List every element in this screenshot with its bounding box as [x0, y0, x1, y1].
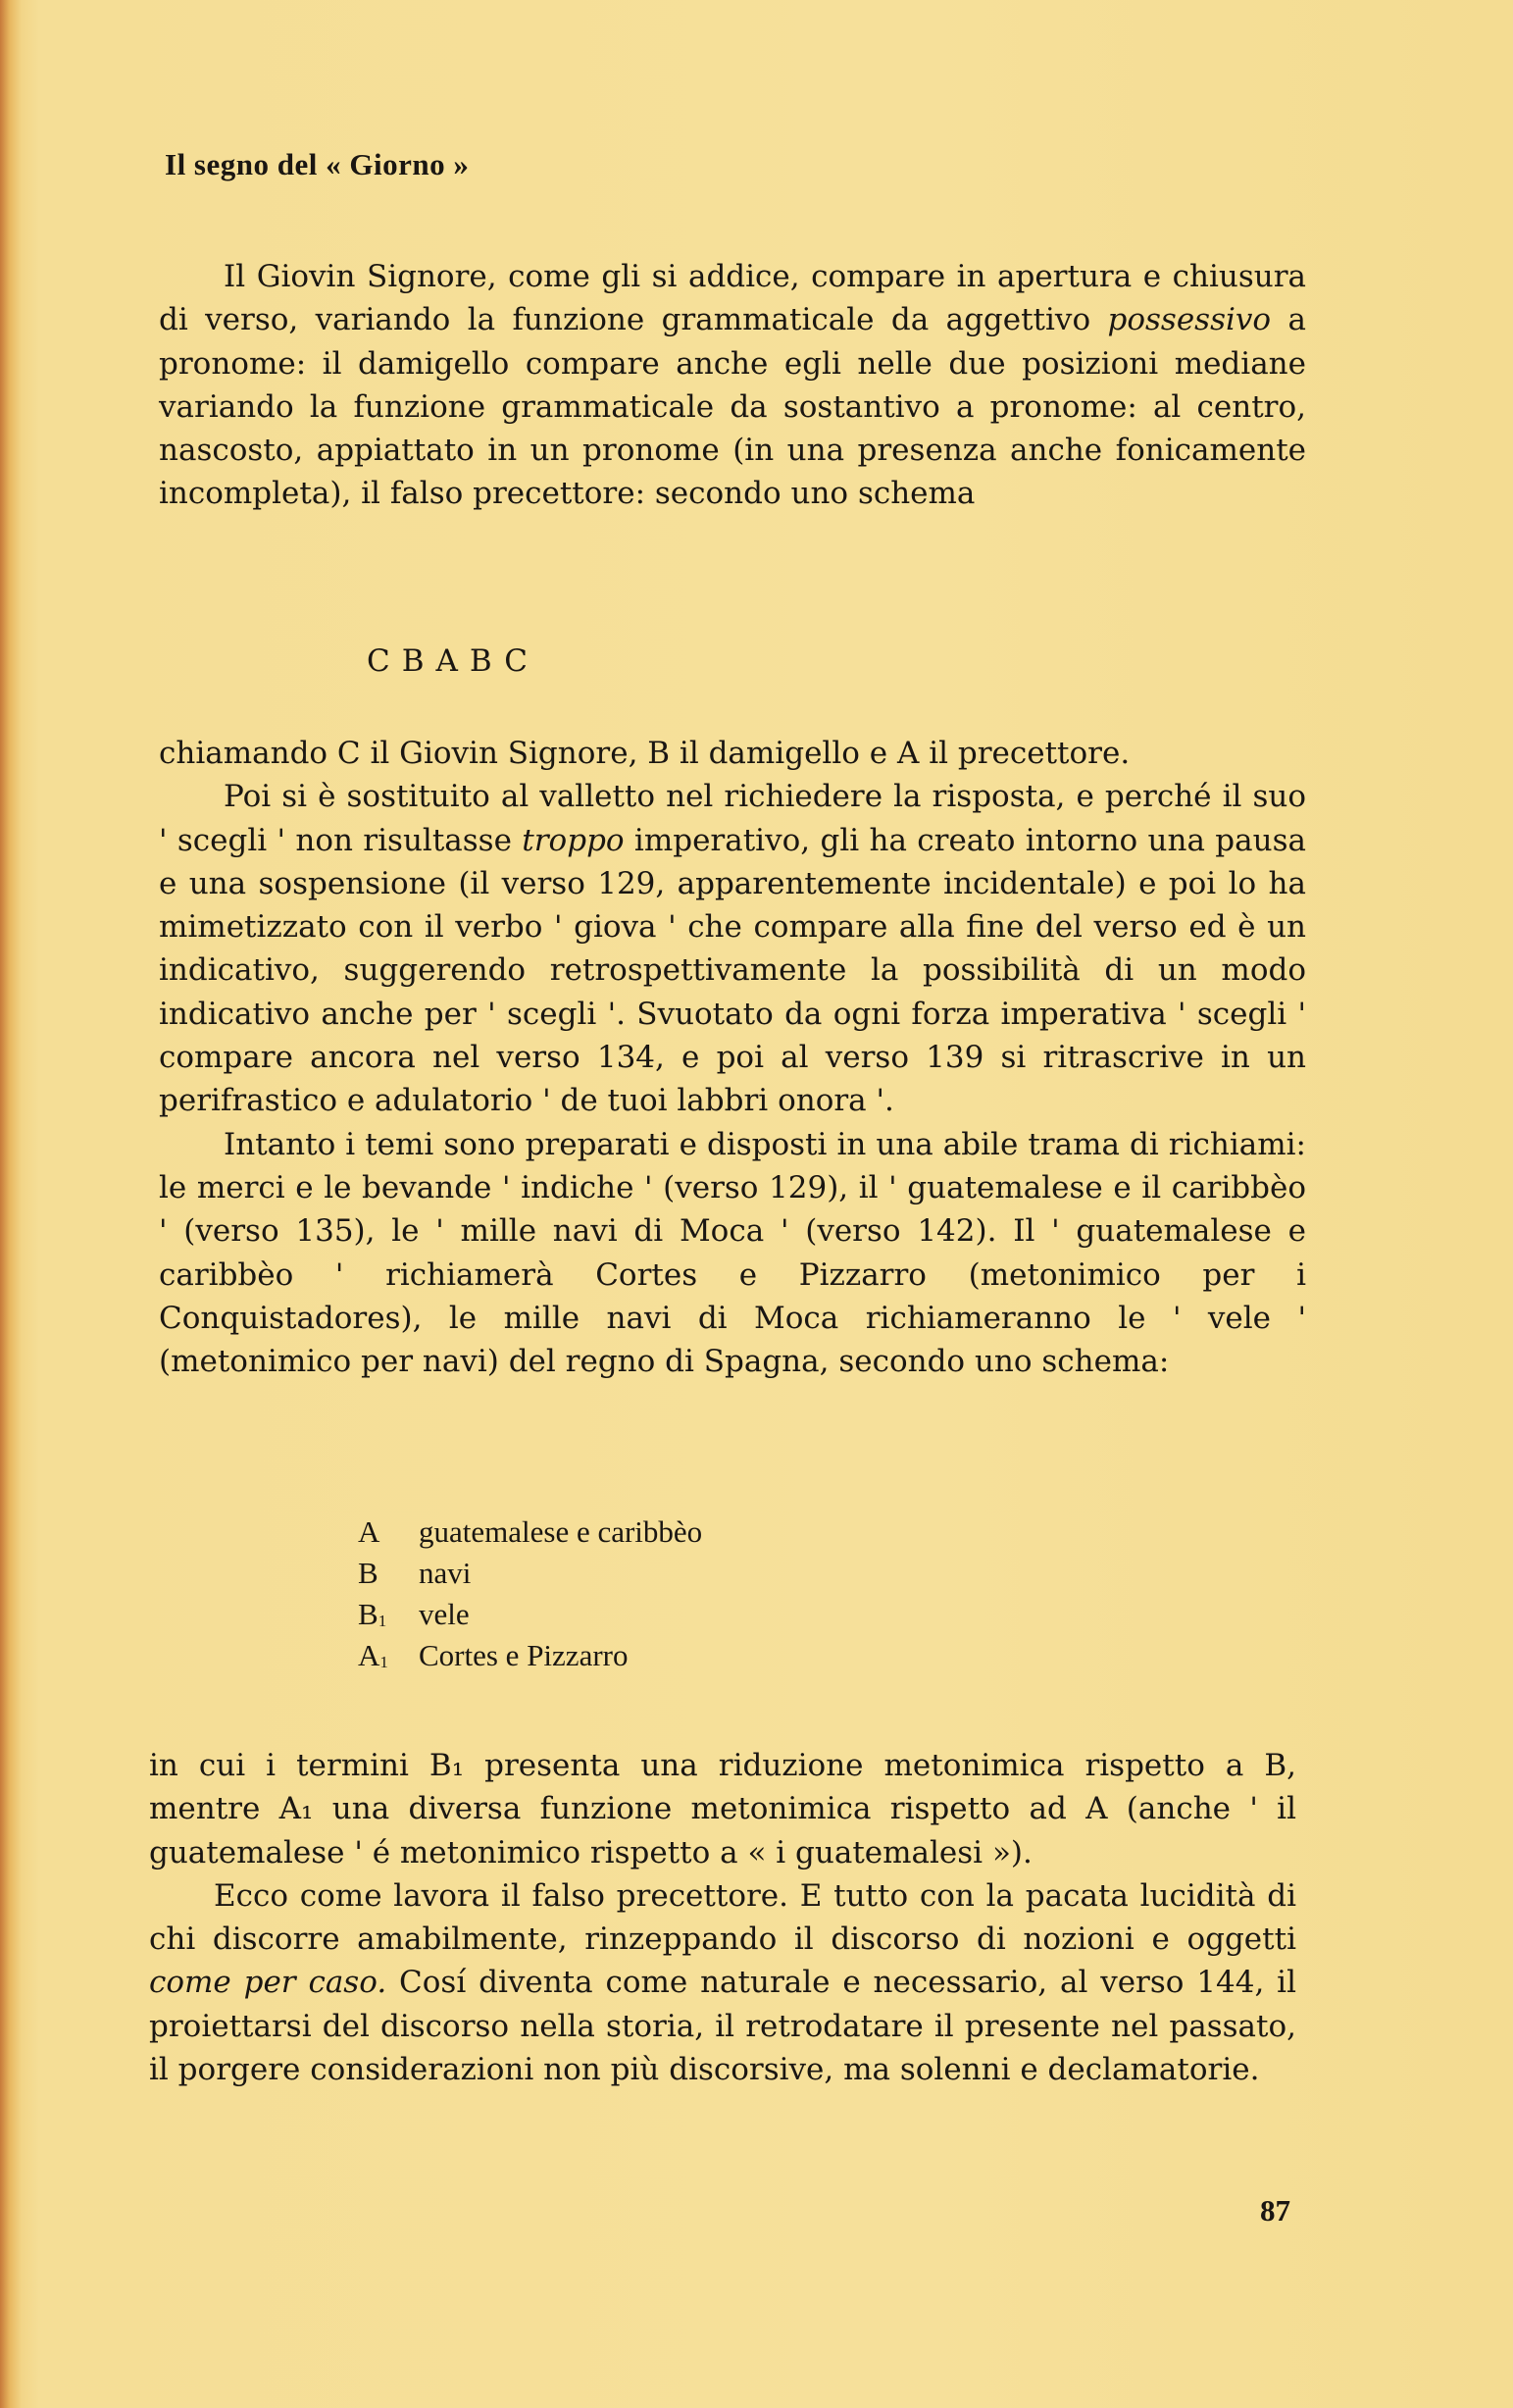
- paragraph-3-text-b: imperativo, gli ha creato intorno una pausa e una sospensione (il verso 129, apparentemente incidentale) e poi lo ha mimetizzato con il verbo ' giova ' che compare alla fine del verso ed è un indicativo, suggerendo retrospettivamente la possibilità di un modo indicativo anche per ' scegli '. Svuotato da ogni forza imperativa ' scegli ' compare ancora nel verso 134, e poi al verso 139 si ritrascrive in un perifrastico e adulatorio ' de tuoi labbri onora '.: [159, 822, 1306, 1119]
- paragraph-1-text-b: a pronome: il damigello compare anche egli nelle due posizioni mediane variando la funzione grammaticale da sostantivo a pronome: al centro, nascosto, appiattato in un pronome (in una presenza anche fonicamente incompleta), il falso precettore: secondo uno schema: [159, 302, 1306, 512]
- paragraph-1-text: Il Giovin Signore, come gli si addice, compare in apertura e chiusura di verso, variando la funzione grammaticale da aggettivo: [159, 259, 1306, 338]
- paragraph-block-3: [149, 1744, 1296, 2091]
- paragraph-3-text: Poi si è sostituito al valletto nel richiedere la risposta, e perché il suo ' scegli ' non risultasse: [159, 779, 1306, 858]
- paragraph-block-2: [159, 732, 1306, 1383]
- paragraph-3-emphasis: troppo: [522, 822, 625, 858]
- scheme-key: B: [358, 1556, 378, 1590]
- paragraph-5-text: in cui i termini B₁ presenta una riduzione metonimica rispetto a B, mentre A₁ una diversa funzione metonimica rispetto ad A (anche ' il guatemalese ' é metonimico rispetto a « i guatemalesi »).: [149, 1748, 1296, 1870]
- paragraph-6-text: Ecco come lavora il falso precettore. E tutto con la pacata lucidità di chi discorre amabilmente, rinzeppando il discorso di nozioni e oggetti: [149, 1877, 1296, 1958]
- scheme-key: A1: [358, 1638, 388, 1672]
- paragraph-4-text: Intanto i temi sono preparati e disposti in una abile trama di richiami: le merci e le bevande ' indiche ' (verso 129), il ' guatemalese e il caribbèo ' (verso 135), le ' mille navi di Moca ' (verso 142). Il ' guatemalese e caribbèo ' richiamerà Cortes e Pizzarro (metonimico per i Conquistadores), le mille navi di Moca richiameranno le ' vele ' (metonimico per navi) del regno di Spagna, secondo uno schema:: [159, 1126, 1306, 1380]
- paragraph-1-emphasis: possessivo: [1107, 302, 1272, 338]
- scheme-value: Cortes e Pizzarro: [419, 1638, 629, 1672]
- scheme-key: B1: [358, 1597, 387, 1631]
- scheme-list: [358, 1514, 702, 1679]
- scheme-row-a: [358, 1514, 702, 1556]
- scheme-value: navi: [419, 1556, 472, 1590]
- paragraph-1: [159, 255, 1306, 516]
- paragraph-2-text: chiamando C il Giovin Signore, B il damigello e A il precettore.: [159, 736, 1131, 771]
- paragraph-6-emphasis: come per caso.: [149, 1965, 387, 2001]
- scheme-value: vele: [419, 1597, 470, 1631]
- scheme-row-a1: [358, 1638, 702, 1679]
- scheme-value: guatemalese e caribbèo: [419, 1514, 703, 1549]
- scheme-row-b: [358, 1556, 702, 1597]
- scheme-row-b1: [358, 1597, 702, 1638]
- page-number: 87: [1260, 2193, 1290, 2228]
- paragraph-6-text-b: Cosí diventa come naturale e necessario, al verso 144, il proiettarsi del discorso nella storia, il retrodatare il presente nel passato, il porgere considerazioni non più discorsive, ma solenni e declamatorie.: [149, 1965, 1296, 2088]
- running-header: Il segno del « Giorno »: [165, 147, 470, 181]
- scheme-cbabc: CBABC: [367, 643, 539, 679]
- scheme-key: A: [358, 1514, 380, 1549]
